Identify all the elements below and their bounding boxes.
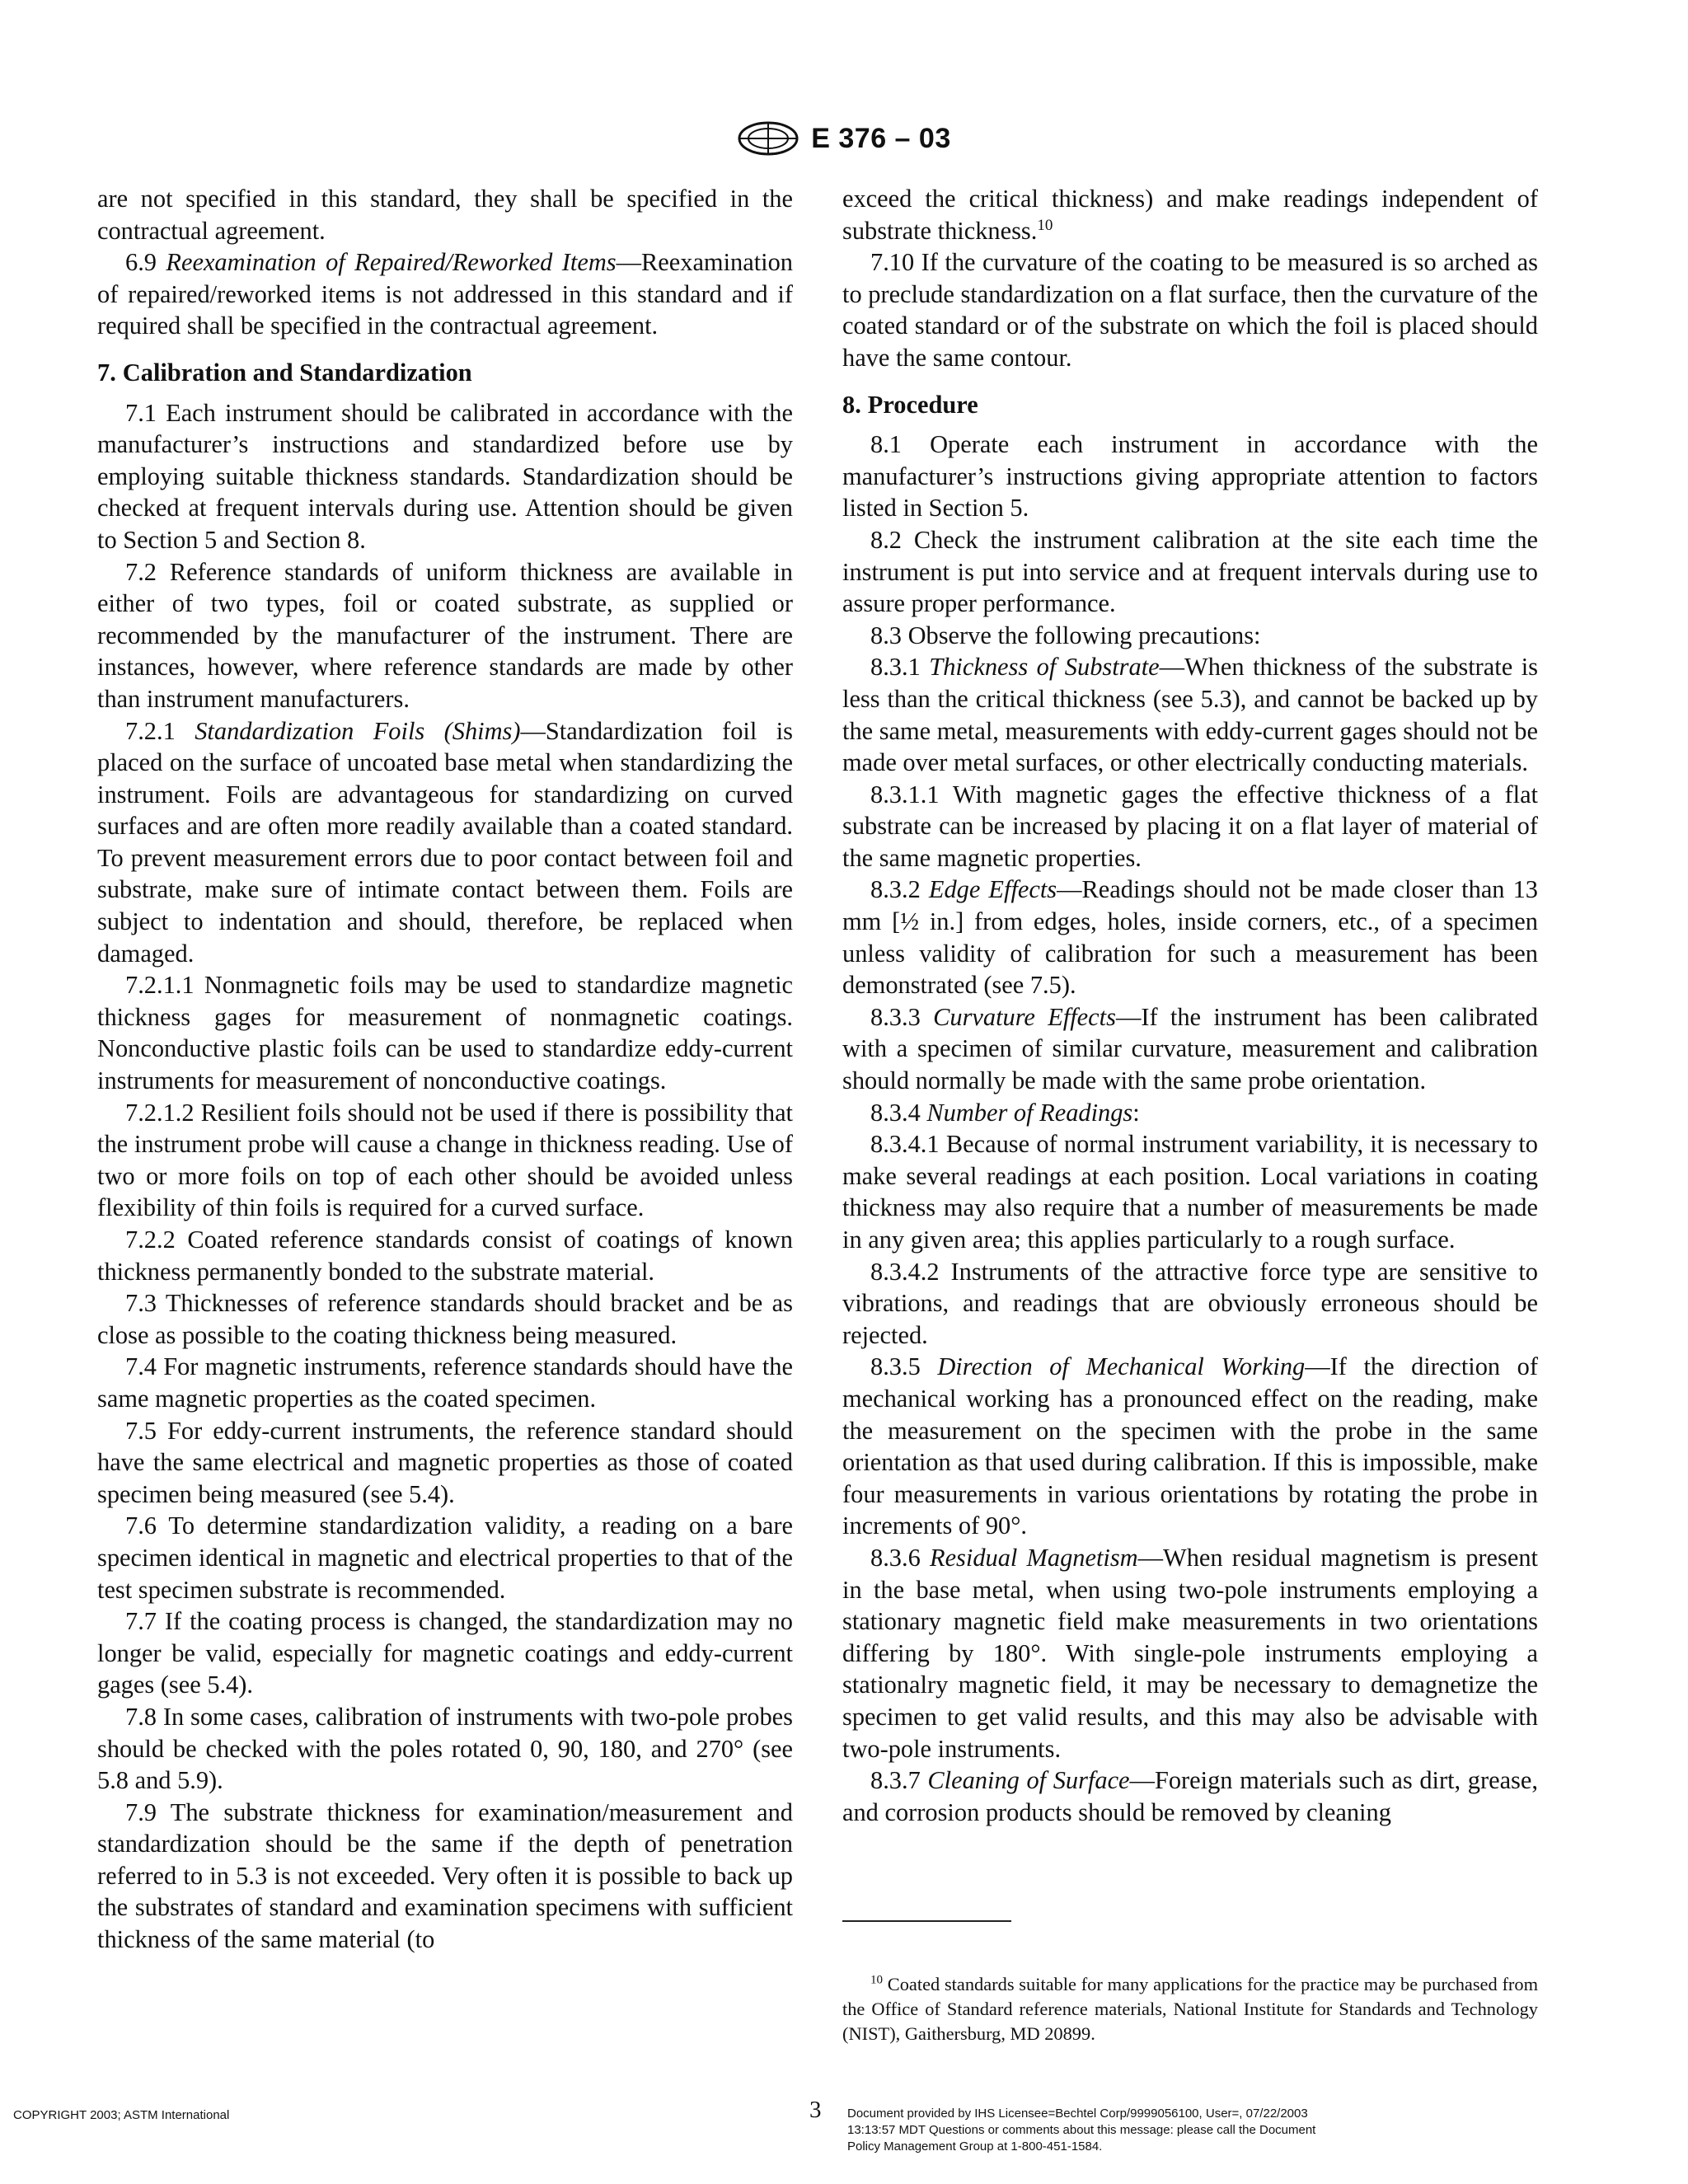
paragraph-7-6: 7.6 To determine standardization validity, a reading on a bare specimen identical in magnetic and electrical properties to that of the test specimen substrate is recommended. xyxy=(97,1511,793,1604)
paragraph-number: 6.9 xyxy=(125,248,157,277)
section-heading-7 xyxy=(97,357,793,389)
footnote-text: Coated standards suitable for many applications for the practice may be purchased from the Office of Standard reference materials, National Institute for Standards and Technology (NIST), Gaithersburg, MD 20899. xyxy=(842,1974,1538,2044)
paragraph-8-3: 8.3 Observe the following precautions: xyxy=(870,621,1261,649)
paragraph-8-1: 8.1 Operate each instrument in accordance with the manufacturer’s instructions giving appropriate attention to factors listed in Section 5. xyxy=(842,430,1538,523)
paragraph-text: —When thickness of the substrate is less than the critical thickness (see 5.3), and cannot be backed up by the same metal, measurements with eddy-current gages should not be made over metal surfaces, or other electrically conducting materials. xyxy=(842,653,1538,777)
paragraph-8-3-1-1: 8.3.1.1 With magnetic gages the effective thickness of a flat substrate can be increased by placing it on a flat layer of material of the same magnetic properties. xyxy=(842,780,1538,872)
paragraph-7-5: 7.5 For eddy-current instruments, the reference standard should have the same electrical and magnetic properties as those of coated specimen being measured (see 5.4). xyxy=(97,1416,793,1508)
astm-logo-icon xyxy=(737,120,799,157)
paragraph-7-9: 7.9 The substrate thickness for examination/measurement and standardization should be the same if the depth of penetration referred to in 5.3 is not exceeded. Very often it is possible to back up the substrates of standard and examination specimens with sufficient thickness of the same material (to xyxy=(97,1797,793,1954)
paragraph-8-3-4-1: 8.3.4.1 Because of normal instrument variability, it is necessary to make several readings at each position. Local variations in coating thickness may also require that a number of measurements be made in any given area; this applies particularly to a rough surface. xyxy=(842,1130,1538,1254)
paragraph-title: Reexamination of Repaired/Reworked Items xyxy=(166,248,617,277)
paragraph-title: Curvature Effects xyxy=(933,1002,1116,1031)
standard-number: E 376 – 03 xyxy=(811,122,951,154)
paragraph-title: Direction of Mechanical Working xyxy=(937,1352,1306,1381)
paragraph-7-8: 7.8 In some cases, calibration of instruments with two-pole probes should be checked with the poles rotated 0, 90, 180, and 270° (see 5.8 and 5.9). xyxy=(97,1702,793,1795)
paragraph-number: 7.2.1 xyxy=(125,716,176,745)
paragraph-6-8-continued: are not specified in this standard, they shall be specified in the contractual agreement. xyxy=(97,185,793,245)
paragraph-7-1: 7.1 Each instrument should be calibrated in accordance with the manufacturer’s instructions and standardized before use by employing suitable thickness standards. Standardization should be checked at frequent intervals during use. Attention should be given to Section 5 and Section 8. xyxy=(97,398,793,554)
provider-line: Policy Management Group at 1-800-451-1584. xyxy=(847,2139,1103,2154)
page-number: 3 xyxy=(809,2097,822,2123)
paragraph-8-3-4-2: 8.3.4.2 Instruments of the attractive force type are sensitive to vibrations, and readings that are obviously erroneous should be rejected. xyxy=(842,1257,1538,1349)
paragraph-7-3: 7.3 Thicknesses of reference standards should bracket and be as close as possible to the coating thickness being measured. xyxy=(97,1289,793,1349)
paragraph-7-2-1 xyxy=(97,715,793,970)
copyright-notice: COPYRIGHT 2003; ASTM International xyxy=(13,2108,230,2122)
footnote-10 xyxy=(842,1972,1538,2046)
paragraph-number: 8.3.6 xyxy=(870,1543,921,1572)
paragraph-8-3-2 xyxy=(842,874,1538,1001)
paragraph-text: —Foreign materials such as dirt, grease, and corrosion products should be removed by cleaning xyxy=(842,1766,1538,1826)
paragraph-number: 8.3.7 xyxy=(870,1766,921,1795)
paragraph-7-2-2: 7.2.2 Coated reference standards consist of coatings of known thickness permanently bonded to the substrate material. xyxy=(97,1226,793,1286)
paragraph-7-9-continued xyxy=(842,183,1538,246)
paragraph-text: —When residual magnetism is present in the base metal, when using two-pole instruments employing a stationary magnetic field make measurements in two orientations differing by 180°. With single-pole instruments employing a stationalry magnetic field, it may be necessary to demagnetize the specimen to get valid results, and this may also be advisable with two-pole instruments. xyxy=(842,1543,1538,1763)
paragraph-text: exceed the critical thickness) and make readings independent of substrate thickness. xyxy=(842,185,1538,245)
paragraph-title: Edge Effects xyxy=(928,875,1057,904)
section-number: 8. xyxy=(842,390,861,419)
section-heading-8 xyxy=(842,389,1538,421)
paragraph-7-7: 7.7 If the coating process is changed, the standardization may no longer be valid, especially for magnetic coatings and eddy-current gages (see 5.4). xyxy=(97,1607,793,1699)
section-title: Procedure xyxy=(867,390,978,419)
paragraph-text: —Readings should not be made closer than 13 mm [½ in.] from edges, holes, inside corners, etc., of a specimen unless validity of calibration for such a measurement has been demonstrated (see 7.5). xyxy=(842,875,1538,1000)
paragraph-8-3-7 xyxy=(842,1765,1538,1828)
paragraph-title: Number of Readings xyxy=(926,1098,1133,1127)
paragraph-number: 8.3.3 xyxy=(870,1002,921,1031)
paragraph-number: 8.3.5 xyxy=(870,1352,921,1381)
footnote-number: 10 xyxy=(870,1973,883,1987)
paragraph-8-3-4 xyxy=(842,1097,1538,1129)
paragraph-8-3-5 xyxy=(842,1351,1538,1542)
paragraph-8-3-1 xyxy=(842,651,1538,778)
left-column xyxy=(97,183,793,1956)
provider-line: 13:13:57 MDT Questions or comments about this message: please call the Document xyxy=(847,2123,1316,2137)
paragraph-number: 8.3.1 xyxy=(870,653,921,682)
paragraph-text: —Reexamination of repaired/reworked items is not addressed in this standard and if required shall be specified in the contractual agreement. xyxy=(97,248,793,340)
section-title: Calibration and Standardization xyxy=(122,358,472,387)
paragraph-7-2: 7.2 Reference standards of uniform thickness are available in either of two types, foil or coated substrate, as supplied or recommended by the manufacturer of the instrument. There are instances, however, where reference standards are made by other than instrument manufacturers. xyxy=(97,557,793,713)
paragraph-7-10: 7.10 If the curvature of the coating to be measured is so arched as to preclude standardization on a flat surface, then the curvature of the coated standard or of the substrate on which the foil is placed should have the same contour. xyxy=(842,248,1538,372)
paragraph-7-2-1-1: 7.2.1.1 Nonmagnetic foils may be used to standardize magnetic thickness gages for measurement of nonmagnetic coatings. Nonconductive plastic foils can be used to standardize eddy-current instruments for measurement of nonconductive coatings. xyxy=(97,971,793,1095)
paragraph-title: Residual Magnetism xyxy=(930,1543,1138,1572)
paragraph-text: —Standardization foil is placed on the surface of uncoated base metal when standardizing the instrument. Foils are advantageous for standardizing on curved surfaces and are often more readily available than a coated standard. To prevent measurement errors due to poor contact between foil and substrate, make sure of intimate contact between them. Foils are subject to indentation and should, therefore, be replaced when damaged. xyxy=(97,716,793,968)
provider-notice xyxy=(847,2106,1391,2155)
paragraph-text: —If the instrument has been calibrated with a specimen of similar curvature, measurement and calibration should normally be made with the same probe orientation. xyxy=(842,1002,1538,1095)
paragraph-text: —If the direction of mechanical working has a pronounced effect on the reading, make the measurement on the specimen with the probe in the same orientation as that used during calibration. If this is impossible, make four measurements in various orientations by rotating the probe in increments of 90°. xyxy=(842,1352,1538,1540)
footnote-divider xyxy=(842,1920,1011,1922)
paragraph-number: 8.3.2 xyxy=(870,875,921,904)
paragraph-7-4: 7.4 For magnetic instruments, reference standards should have the same magnetic properties as the coated specimen. xyxy=(97,1352,793,1413)
paragraph-text: : xyxy=(1132,1098,1140,1127)
paragraph-title: Cleaning of Surface xyxy=(927,1766,1130,1795)
paragraph-6-9 xyxy=(97,246,793,342)
footnote-reference[interactable]: 10 xyxy=(1037,216,1053,234)
provider-line: Document provided by IHS Licensee=Bechtel Corp/9999056100, User=, 07/22/2003 xyxy=(847,2107,1308,2121)
paragraph-8-3-6 xyxy=(842,1542,1538,1765)
section-number: 7. xyxy=(97,358,116,387)
paragraph-number: 8.3.4 xyxy=(870,1098,921,1127)
paragraph-7-2-1-2: 7.2.1.2 Resilient foils should not be used if there is possibility that the instrument probe will cause a change in thickness reading. Use of two or more foils on top of each other should be avoided unless flexibility of thin foils is required for a curved surface. xyxy=(97,1098,793,1222)
paragraph-title: Thickness of Substrate xyxy=(929,653,1160,682)
paragraph-title: Standardization Foils (Shims) xyxy=(195,716,521,745)
paragraph-8-3-3 xyxy=(842,1001,1538,1097)
right-column xyxy=(842,183,1538,1828)
page-header xyxy=(0,120,1688,161)
paragraph-8-2: 8.2 Check the instrument calibration at the site each time the instrument is put into service and at frequent intervals during use to assure proper performance. xyxy=(842,525,1538,618)
